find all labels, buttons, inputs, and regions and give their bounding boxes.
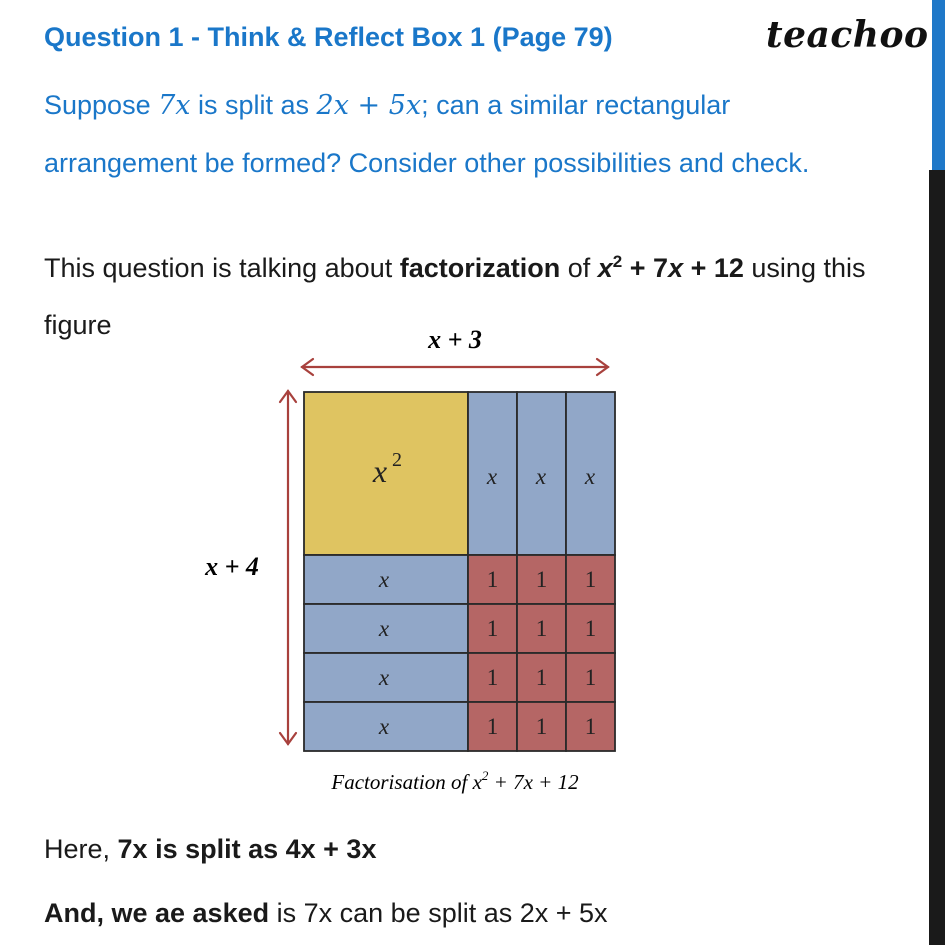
unit-tile-label: 1: [584, 616, 597, 641]
asked-explanation: [44, 898, 608, 929]
unit-tile-label: 1: [486, 616, 499, 641]
split-text: Here,: [44, 834, 118, 864]
x-tile-label: x: [378, 616, 390, 641]
asked-bold-text: And, we ae asked: [44, 898, 270, 928]
expr-variable: x: [597, 253, 613, 283]
teachoo-logo: teachoo: [766, 14, 929, 56]
expr-exponent: 2: [612, 252, 623, 271]
figure-caption: Factorisation of $x^2 + 7x + 12$: [331, 768, 579, 794]
side-dimension-label: x + 4: [205, 552, 259, 581]
unit-tile-label: 1: [535, 567, 548, 592]
x-tile-label: x: [378, 665, 390, 690]
math-2x-plus-5x: 2x + 5x: [316, 90, 422, 121]
x-squared-exponent: 2: [392, 449, 402, 471]
asked-text: is 7x can be split as 2x + 5x: [269, 898, 608, 928]
top-dimension-arrow: [302, 359, 608, 375]
side-dimension-arrow: [280, 391, 296, 744]
split-explanation: [44, 834, 376, 865]
unit-tile-label: 1: [535, 714, 548, 739]
top-dimension-label: x + 3: [428, 325, 482, 354]
unit-tile-label: 1: [535, 665, 548, 690]
math-7x: 7x: [158, 90, 191, 121]
question-text: Suppose: [44, 90, 159, 120]
expr-part: + 12: [683, 253, 744, 283]
unit-tile-label: 1: [486, 714, 499, 739]
explanation-intro-line-2: figure: [44, 310, 112, 340]
x-tile-label: x: [378, 567, 390, 592]
x-tile-label: x: [378, 714, 390, 739]
question-heading: Question 1 - Think & Reflect Box 1 (Page 79): [44, 22, 613, 52]
unit-tile-label: 1: [486, 665, 499, 690]
x-squared-label: x: [372, 453, 388, 489]
x-tile-label: x: [584, 464, 596, 489]
question-text: ; can a similar rectangular: [421, 90, 731, 120]
unit-tile-label: 1: [584, 714, 597, 739]
expr-part: + 7: [622, 253, 669, 283]
question-text: is split as: [190, 90, 317, 120]
unit-tile-label: 1: [584, 665, 597, 690]
intro-text: of: [560, 253, 598, 283]
x-tile-label: x: [486, 464, 498, 489]
x-tile-label: x: [535, 464, 547, 489]
intro-bold-text: factorization: [399, 253, 561, 283]
question-line-2: arrangement be formed? Consider other possibilities and check.: [44, 148, 810, 178]
unit-tile-label: 1: [535, 616, 548, 641]
unit-tile-label: 1: [486, 567, 499, 592]
intro-text: This question is talking about: [44, 253, 400, 283]
intro-text: using this: [743, 253, 866, 283]
split-bold-text: 7x is split as 4x + 3x: [117, 834, 377, 864]
unit-tile-label: 1: [584, 567, 597, 592]
expr-variable: x: [668, 253, 684, 283]
